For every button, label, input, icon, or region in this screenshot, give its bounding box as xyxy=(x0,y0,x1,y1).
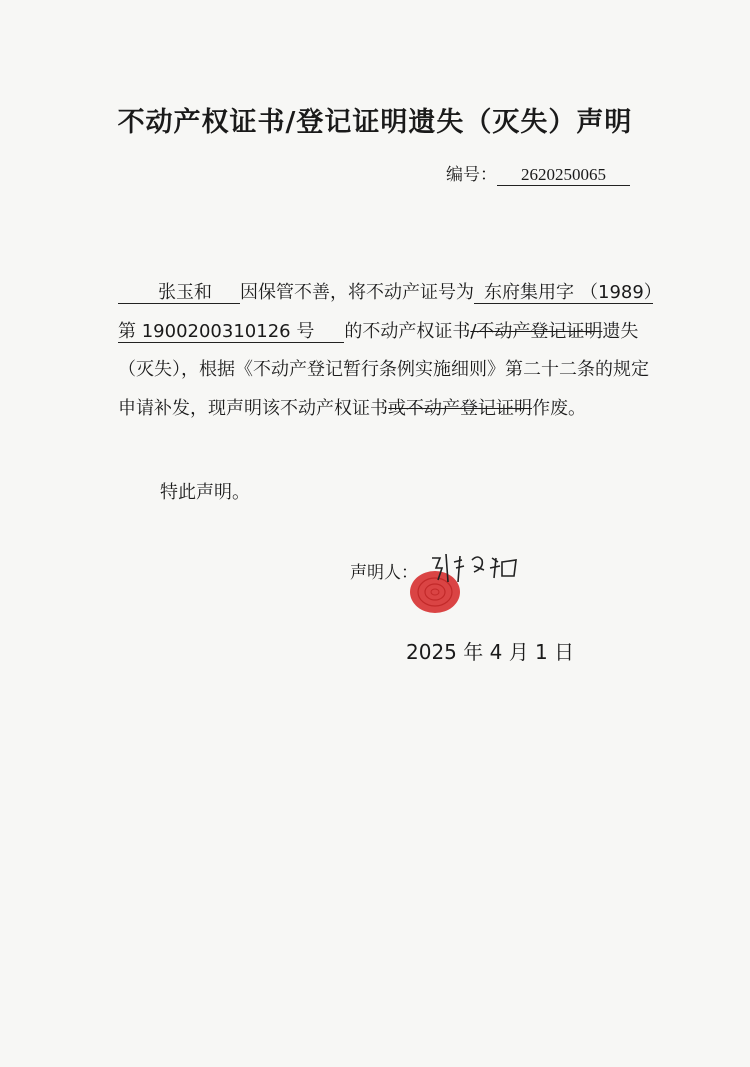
struck-text-1: /不动产登记证明 xyxy=(470,320,603,342)
owner-name: 张玉和 xyxy=(118,282,240,304)
signer-label: 声明人： xyxy=(350,563,418,583)
statement-body xyxy=(118,274,658,428)
closing-text: 特此声明。 xyxy=(160,482,250,503)
number-label: 编号： xyxy=(446,165,497,185)
body-text-3: 遗失（灭失），根据《不动产登记暂行条例实施细则》第二十二条的规定申请补发，现声明该不动产权证书 xyxy=(118,320,649,419)
body-text-2: 的不动产权证书 xyxy=(344,320,471,342)
body-text-1: 因保管不善，将不动产证号为 xyxy=(240,282,474,303)
handwritten-date: 2025 年 4 月 1 日 xyxy=(406,640,575,664)
document-title: 不动产权证书/登记证明遗失（灭失）声明 xyxy=(117,107,633,138)
handwritten-signature xyxy=(426,548,526,588)
number-value: 2620250065 xyxy=(497,165,630,186)
cert-number: （1989）第 1900200310126 号 xyxy=(118,282,653,342)
cert-prefix: 东府集用字 xyxy=(474,282,580,304)
struck-text-2: 或不动产登记证明 xyxy=(388,397,532,419)
body-text-4: 作废。 xyxy=(532,397,586,419)
document-number xyxy=(446,160,630,186)
